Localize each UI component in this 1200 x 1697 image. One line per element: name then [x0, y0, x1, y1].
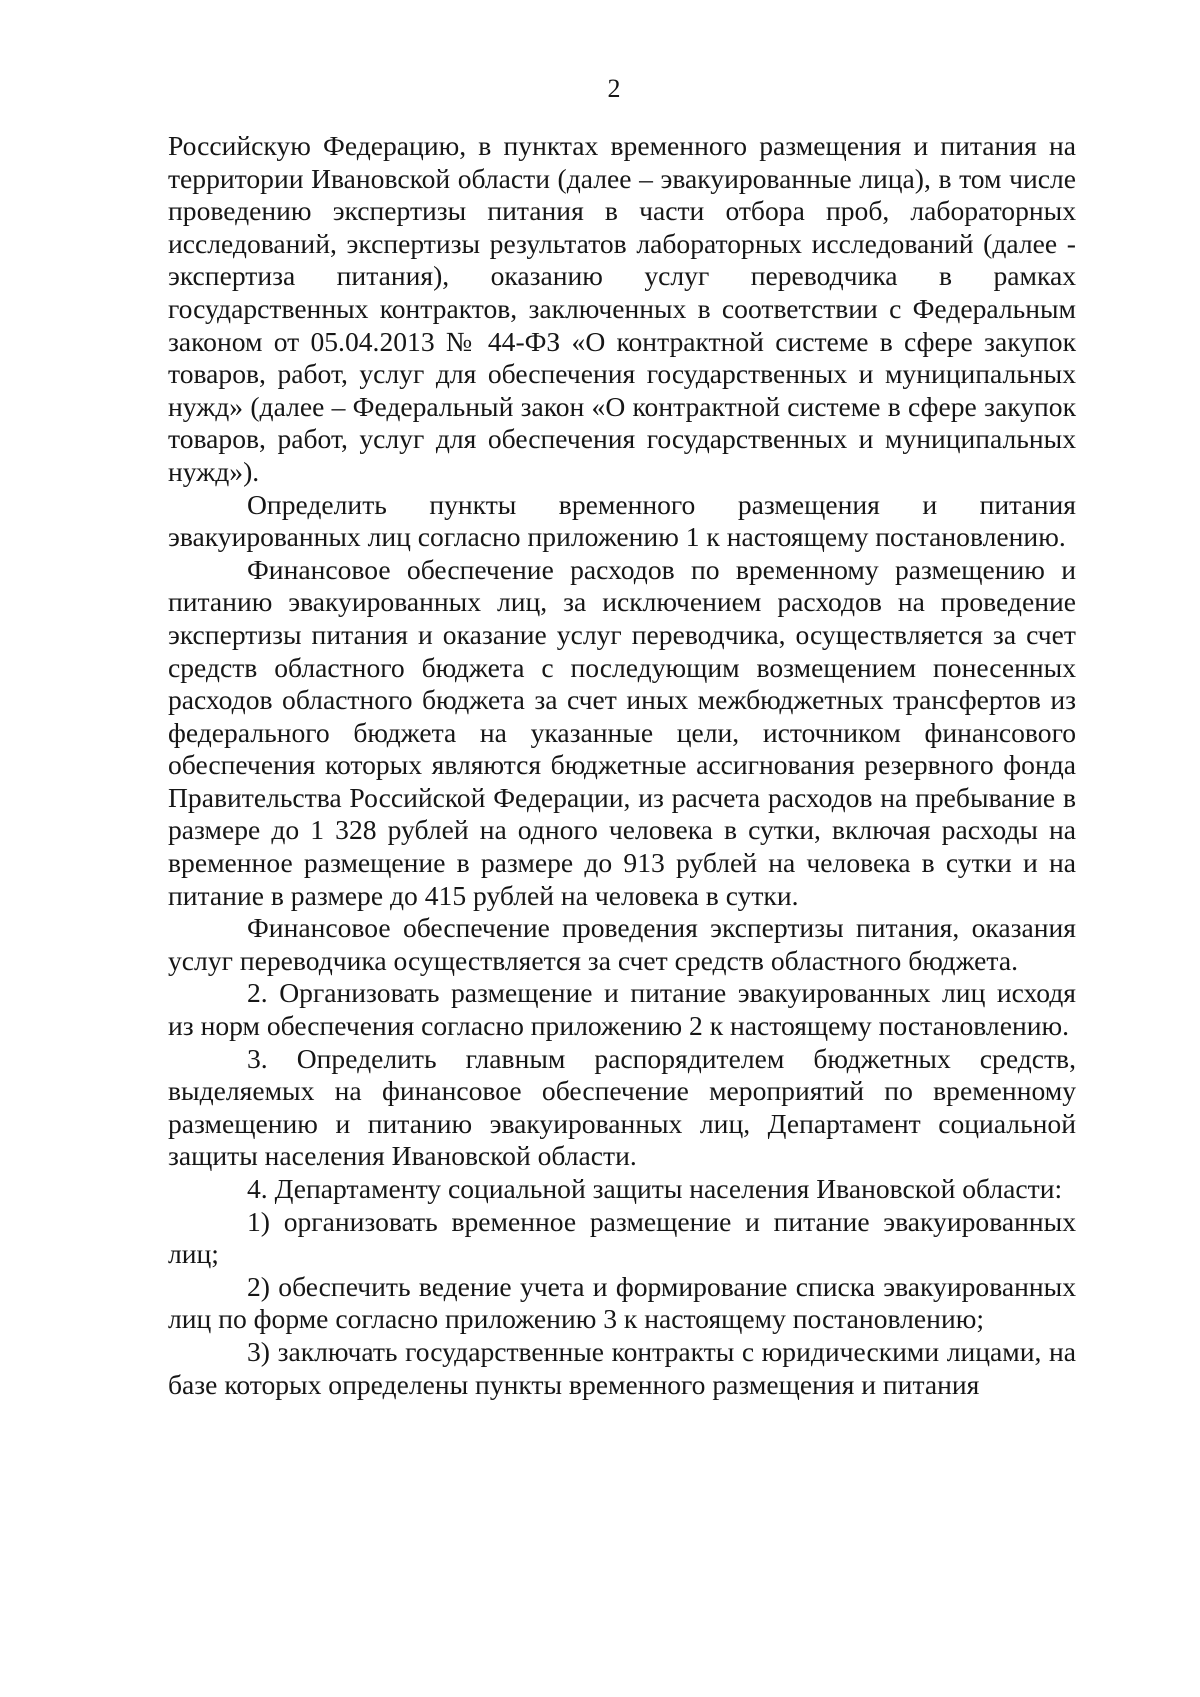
clause-3: 3. Определить главным распорядителем бюджетных средств, выделяемых на финансовое обеспечение мероприятий по временному размещению и питанию эвакуированных лиц, Департамент социальной защиты населения Ивановской области.: [168, 1042, 1076, 1172]
clause-2: 2. Организовать размещение и питание эвакуированных лиц исходя из норм обеспечения согласно приложению 2 к настоящему постановлению.: [168, 977, 1076, 1042]
subclause-4-2: 2) обеспечить ведение учета и формирование списка эвакуированных лиц по форме согласно приложению 3 к настоящему постановлению;: [168, 1270, 1076, 1335]
paragraph-define-points: Определить пункты временного размещения и питания эвакуированных лиц согласно приложению 1 к настоящему постановлению.: [168, 488, 1076, 553]
paragraph-expertise-financing: Финансовое обеспечение проведения экспертизы питания, оказания услуг переводчика осуществляется за счет средств областного бюджета.: [168, 912, 1076, 976]
paragraph-financing: Финансовое обеспечение расходов по временному размещению и питанию эвакуированных лиц, за исключением расходов на проведение экспертизы питания и оказание услуг переводчика, осуществляется за счет средств областного бюджета с последующим возмещением понесенных расходов областного бюджета за счет иных межбюджетных трансфертов из федерального бюджета на указанные цели, источником финансового обеспечения которых являются бюджетные ассигнования резервного фонда Правительства Российской Федерации, из расчета расходов на пребывание в размере до 1 328 рублей на одного человека в сутки, включая расходы на временное размещение в размере до 913 рублей на человека в сутки и на питание в размере до 415 рублей на человека в сутки.: [168, 553, 1076, 911]
subclause-4-3: 3) заключать государственные контракты с юридическими лицами, на базе которых определены пункты временного размещения и питания: [168, 1335, 1076, 1400]
page-number: 2: [607, 74, 621, 103]
clause-4: 4. Департаменту социальной защиты населения Ивановской области:: [247, 1173, 1063, 1204]
paragraph-continuation: Российскую Федерацию, в пунктах временного размещения и питания на территории Ивановской области (далее – эвакуированные лица), в том числе проведению экспертизы питания в части отбора проб, лабораторных исследований, экспертизы результатов лабораторных исследований (далее - экспертиза питания), оказанию услуг переводчика в рамках государственных контрактов, заключенных в соответствии с Федеральным законом от 05.04.2013 № 44-ФЗ «О контрактной системе в сфере закупок товаров, работ, услуг для обеспечения государственных и муниципальных нужд» (далее – Федеральный закон «О контрактной системе в сфере закупок товаров, работ, услуг для обеспечения государственных и муниципальных нужд»).: [168, 130, 1076, 487]
subclause-4-1: 1) организовать временное размещение и питание эвакуированных лиц;: [168, 1205, 1076, 1270]
document-body: [168, 130, 1076, 1401]
